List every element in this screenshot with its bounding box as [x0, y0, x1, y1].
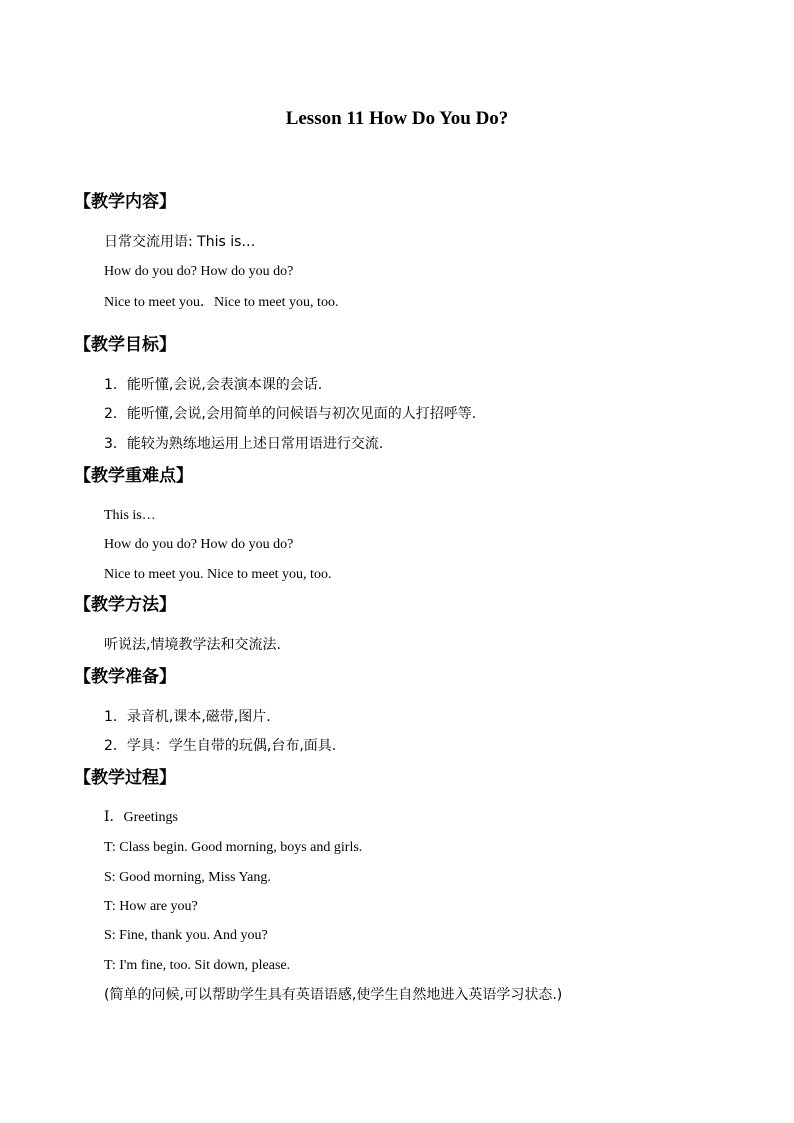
section-heading-process: 【教学过程】	[74, 768, 176, 788]
content-line-3: Nice to meet you．Nice to meet you, too.	[104, 295, 339, 310]
goals-line-3: 3．能较为熟练地运用上述日常用语进行交流.	[104, 436, 384, 452]
section-heading-methods: 【教学方法】	[74, 595, 176, 615]
goals-line-1: 1．能听懂,会说,会表演本课的会话.	[104, 377, 323, 393]
content-line-2: How do you do? How do you do?	[104, 264, 294, 279]
preparation-line-2: 2．学具：学生自带的玩偶,台布,面具.	[104, 738, 337, 754]
page-title: Lesson 11 How Do You Do?	[285, 108, 509, 129]
process-line-3: S: Good morning, Miss Yang.	[104, 870, 271, 885]
process-note: (简单的问候,可以帮助学生具有英语语感,使学生自然地进入英语学习状态.)	[104, 987, 563, 1003]
key-points-line-2: How do you do? How do you do?	[104, 537, 294, 552]
process-line-1: Ⅰ．Greetings	[104, 810, 178, 825]
process-line-2: T: Class begin. Good morning, boys and girls.	[104, 840, 363, 855]
process-line-4: T: How are you?	[104, 899, 198, 914]
key-points-line-3: Nice to meet you. Nice to meet you, too.	[104, 567, 332, 582]
section-heading-content: 【教学内容】	[74, 192, 176, 212]
content-line-1: 日常交流用语: This is…	[104, 234, 256, 250]
preparation-line-1: 1．录音机,课本,磁带,图片.	[104, 709, 271, 725]
key-points-line-1: This is…	[104, 508, 156, 523]
section-heading-key-points: 【教学重难点】	[74, 466, 193, 486]
goals-line-2: 2．能听懂,会说,会用简单的问候语与初次见面的人打招呼等.	[104, 406, 477, 422]
process-line-5: S: Fine, thank you. And you?	[104, 928, 268, 943]
section-heading-goals: 【教学目标】	[74, 335, 176, 355]
methods-line-1: 听说法,情境教学法和交流法.	[104, 637, 281, 653]
process-line-6: T: I'm fine, too. Sit down, please.	[104, 958, 291, 973]
section-heading-preparation: 【教学准备】	[74, 667, 176, 687]
